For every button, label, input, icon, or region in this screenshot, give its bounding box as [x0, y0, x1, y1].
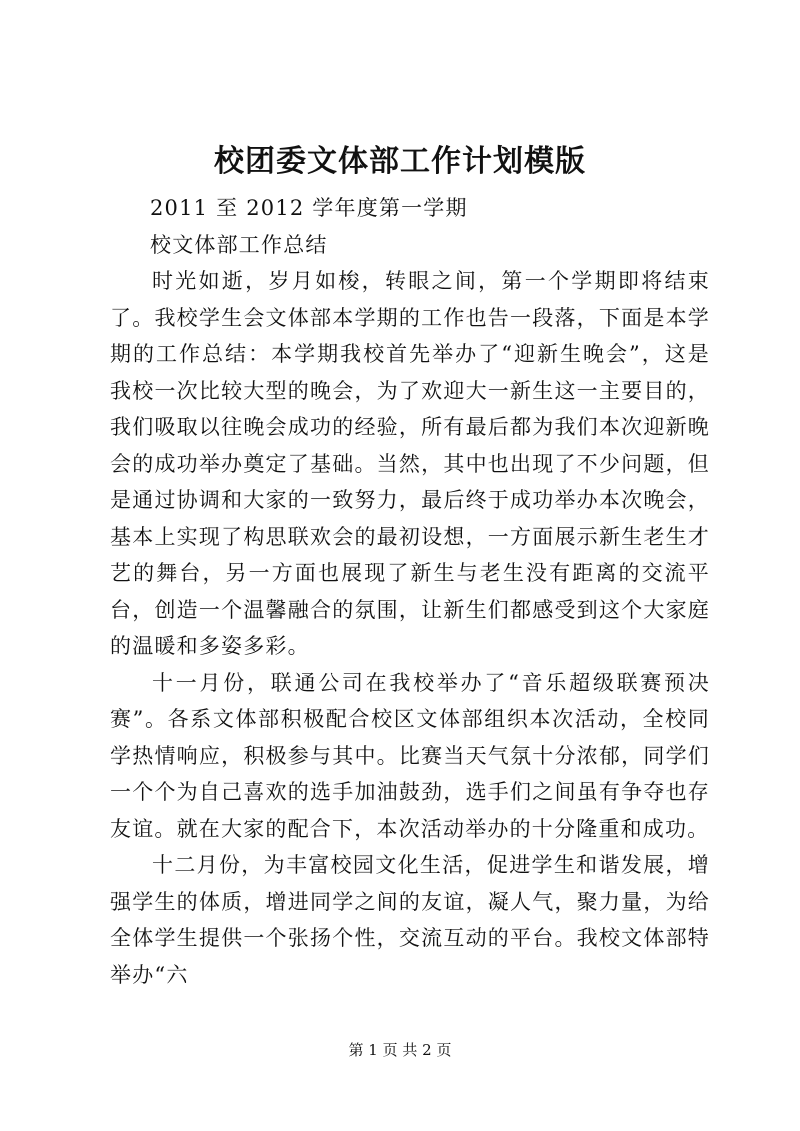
paragraph-3: 十二月份，为丰富校园文化生活，促进学生和谐发展，增强学生的体质，增进同学之间的友谊，凝人气，聚力量，为给全体学生提供一个张扬个性，交流互动的平台。我校文体部特举办“六 — [110, 853, 710, 987]
page-footer: 第 1 页 共 2 页 — [348, 1041, 452, 1059]
paragraph-1: 时光如逝，岁月如梭，转眼之间，第一个学期即将结束了。我校学生会文体部本学期的工作也告一段落，下面是本学期的工作总结：本学期我校首先举办了“迎新生晚会”，这是我校一次比较大型的晚会，为了欢迎大一新生这一主要目的，我们吸取以往晚会成功的经验，所有最后都为我们本次迎新晚会的成功举办奠定了基础。当然，其中也出现了不少问题，但是通过协调和大家的一致努力，最后终于成功举办本次晚会，基本上实现了构思联欢会的最初设想，一方面展示新生老生才艺的舞台，另一方面也展现了新生与老生没有距离的交流平台，创造一个温馨融合的氛围，让新生们都感受到这个大家庭的温暖和多姿多彩。 — [110, 269, 710, 658]
document-title: 校团委文体部工作计划模版 — [214, 144, 586, 179]
paragraph-2: 十一月份，联通公司在我校举办了“音乐超级联赛预决赛”。各系文体部积极配合校区文体部组织本次活动，全校同学热情响应，积极参与其中。比赛当天气氛十分浓郁，同学们一个个为自己喜欢的选手加油鼓劲，选手们之间虽有争夺也存友谊。就在大家的配合下，本次活动举办的十分隆重和成功。 — [110, 670, 710, 841]
subtitle-year: 2011 至 2012 学年度第一学期 — [150, 196, 468, 220]
subtitle-summary: 校文体部工作总结 — [150, 232, 328, 257]
document-body — [110, 190, 710, 993]
